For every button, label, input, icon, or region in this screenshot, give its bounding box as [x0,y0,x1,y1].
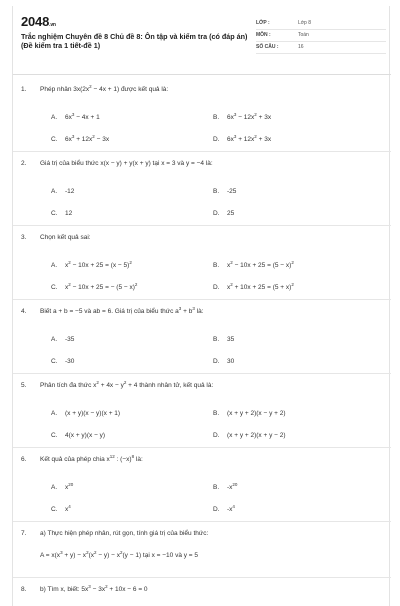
question-text: Phân tích đa thức $x^2 + 4x - y^2 + 4$ thành nhân tử, kết quả là: [40,379,214,389]
answer-option-b[interactable] [213,111,272,121]
meta-label: SỐ CÂU : [256,44,279,50]
meta-row-subject [256,30,386,42]
question-divider [13,151,391,152]
option-letter: D. [213,358,220,365]
question-number: 7. [21,530,27,537]
answer-option-c[interactable] [51,133,110,143]
option-letter: C. [51,506,58,513]
question-divider [13,225,391,226]
answer-option-d[interactable] [213,432,286,439]
answer-option-b[interactable] [213,336,234,343]
option-letter: A. [51,114,58,121]
question-number: 3. [21,234,27,241]
question-divider [13,521,391,522]
document-title: Trắc nghiệm Chuyên đề 8 Chủ đề 8: Ôn tập và kiểm tra (có đáp án) (Đề kiểm tra 1 tiết-đề 1) [21,32,248,50]
answer-option-a[interactable] [51,410,120,417]
option-text: $x^{20}$ [65,481,74,491]
question-number: 2. [21,160,27,167]
answer-option-b[interactable] [213,481,238,491]
question-text: Chọn kết quả sai: [40,234,91,241]
option-letter: A. [51,188,58,195]
option-text: -30 [65,358,75,365]
option-letter: C. [51,210,58,217]
header-divider [13,74,391,75]
option-text: $x^2 - 10x + 25$ = − $(5 - x)^2$ [65,281,138,291]
answer-option-a[interactable] [51,336,74,343]
option-letter: B. [213,188,220,195]
meta-row-count [256,42,386,54]
answer-option-a[interactable] [51,111,100,121]
answer-option-a[interactable] [51,481,74,491]
site-logo[interactable] [21,14,56,29]
answer-option-b[interactable] [213,410,286,417]
option-letter: B. [213,410,220,417]
answer-option-d[interactable] [213,358,234,365]
option-text: -12 [65,188,75,195]
option-letter: D. [213,432,220,439]
document-meta [256,18,386,54]
option-text: -35 [65,336,75,343]
option-letter: D. [213,506,220,513]
meta-value: Toán [298,32,309,38]
answer-option-c[interactable] [51,503,71,513]
answer-option-c[interactable] [51,210,72,217]
question-number: 1. [21,86,27,93]
option-text: -25 [227,188,237,195]
logo-suffix: .vn [49,22,56,28]
question-number: 5. [21,382,27,389]
meta-value: Lớp 8 [298,20,312,26]
option-text: (x + y + 2)(x + y − 2) [227,432,286,439]
option-text: (x + y + 2)(x − y + 2) [227,410,286,417]
answer-option-b[interactable] [213,259,294,269]
meta-row-class [256,18,386,30]
option-text: 30 [227,358,235,365]
option-letter: A. [51,484,58,491]
option-text: 4(x + y)(x − y) [65,432,106,439]
answer-option-c[interactable] [51,358,74,365]
answer-option-c[interactable] [51,281,138,291]
option-letter: C. [51,136,58,143]
question-number: 6. [21,456,27,463]
answer-option-d[interactable] [213,133,272,143]
option-letter: B. [213,484,220,491]
option-text: $6x^3 - 4x + 1$ [65,111,100,121]
question-text: b) Tìm x, biết: $5x^3 - 3x^2 + 10x - 6 = 0$ [40,583,148,593]
answer-option-d[interactable] [213,281,294,291]
option-text: $6x^3 + 12x^2 + 3x$ [227,133,272,143]
option-letter: C. [51,284,58,291]
question-divider [13,447,391,448]
answer-option-c[interactable] [51,432,105,439]
question-text: a) Thực hiện phép nhân, rút gọn, tính giá trị của biểu thức: [40,530,209,537]
answer-option-b[interactable] [213,188,236,195]
option-letter: D. [213,210,220,217]
question-divider [13,577,391,578]
option-text: 25 [227,210,235,217]
option-text: $-x^{20}$ [227,481,238,491]
answer-option-d[interactable] [213,210,234,217]
question-number: 8. [21,586,27,593]
question-divider [13,373,391,374]
option-letter: B. [213,262,220,269]
answer-option-a[interactable] [51,259,132,269]
option-letter: C. [51,358,58,365]
option-letter: B. [213,336,220,343]
question-divider [13,299,391,300]
option-letter: A. [51,410,58,417]
option-letter: D. [213,284,220,291]
option-text: (x + y)(x − y)(x + 1) [65,410,121,417]
page-header [13,6,391,68]
logo-text: 2048 [21,14,50,29]
option-text: $x^2 - 10x + 25 = (5 - x)^2$ [227,259,294,269]
option-text: $6x^3 + 12x^2 - 3x$ [65,133,110,143]
option-text: 35 [227,336,235,343]
option-letter: C. [51,432,58,439]
question-expression: $A = x(x^3 + y) - x^2(x^2 - y) - x^2(y - 1)$ tại x = −10 và y = 5 [40,549,199,559]
question-text: Giá trị của biểu thức x(x − y) + y(x + y) tại x = 3 và y = −4 là: [40,160,213,167]
option-text: $-x^4$ [227,503,235,513]
option-letter: A. [51,336,58,343]
document-page [12,6,390,606]
answer-option-a[interactable] [51,188,74,195]
option-letter: B. [213,114,220,121]
option-text: $6x^3 - 12x^2 + 3x$ [227,111,272,121]
option-text: $x^4$ [65,503,71,513]
question-text: Biết a + b = −5 và ab = 6. Giá trị của biểu thức $a^3 + b^3$ là: [40,305,204,315]
option-text: $x^2 - 10x + 25 = (x - 5)^2$ [65,259,132,269]
option-text: $x^2 + 10x + 25 = (5 + x)^2$ [227,281,294,291]
question-number: 4. [21,308,27,315]
answer-option-d[interactable] [213,503,235,513]
option-letter: A. [51,262,58,269]
option-letter: D. [213,136,220,143]
meta-label: LỚP : [256,20,270,26]
meta-value: 16 [298,44,304,50]
meta-label: MÔN : [256,32,271,38]
option-text: 12 [65,210,73,217]
question-text: Kết quả của phép chia $x^{12}$ : $(-x)^8$ là: [40,453,143,463]
question-text: Phép nhân $3x(2x^2 - 4x + 1)$ được kết quả là: [40,83,169,93]
